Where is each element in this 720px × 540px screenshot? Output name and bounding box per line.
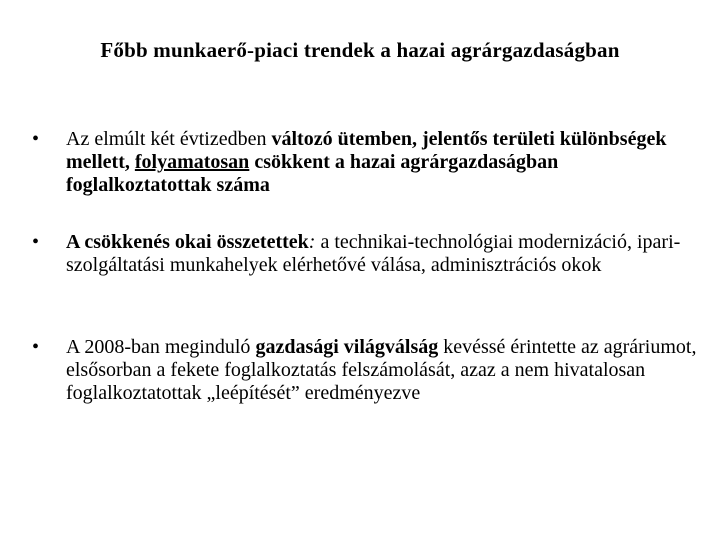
bullet-1-bold-a: változó ütemben, jelentős területi különbségek mellett, — [66, 128, 667, 173]
bullet-3-bold: gazdasági világválság — [255, 336, 439, 358]
bullet-1-bold-b: csökkent a hazai agrárgazdaságban foglalkoztatottak száma — [66, 151, 559, 196]
bullet-marker: • — [32, 231, 40, 253]
bullet-text-2 — [66, 231, 702, 277]
bullet-marker: • — [32, 128, 40, 150]
bullet-marker: • — [32, 336, 40, 358]
bullet-1-text-a: Az elmúlt két évtizedben — [66, 128, 272, 150]
bullet-item-2 — [32, 231, 702, 277]
bullet-2-text: a technikai-technológiai modernizáció, ipari-szolgáltatási munkahelyek elérhetővé válása, adminisztrációs okok — [66, 231, 681, 276]
bullet-2-colon: : — [308, 231, 316, 253]
bullet-text-3 — [66, 336, 702, 405]
bullet-item-1 — [32, 128, 702, 197]
bullet-text-1 — [66, 128, 702, 197]
bullet-3-text-b: kevéssé érintette az agráriumot, elsősorban a fekete foglalkoztatás felszámolását, azaz a nem hivatalosan foglalkoztatottak „leépítését” eredményezve — [66, 336, 697, 404]
bullet-2-bold: A csökkenés okai összetettek — [66, 231, 309, 253]
slide-title: Főbb munkaerő-piaci trendek a hazai agrárgazdaságban — [100, 38, 620, 62]
bullet-item-3 — [32, 336, 702, 405]
bullet-3-text-a: A 2008-ban meginduló — [66, 336, 256, 358]
bullet-1-underlined: folyamatosan — [134, 151, 250, 173]
